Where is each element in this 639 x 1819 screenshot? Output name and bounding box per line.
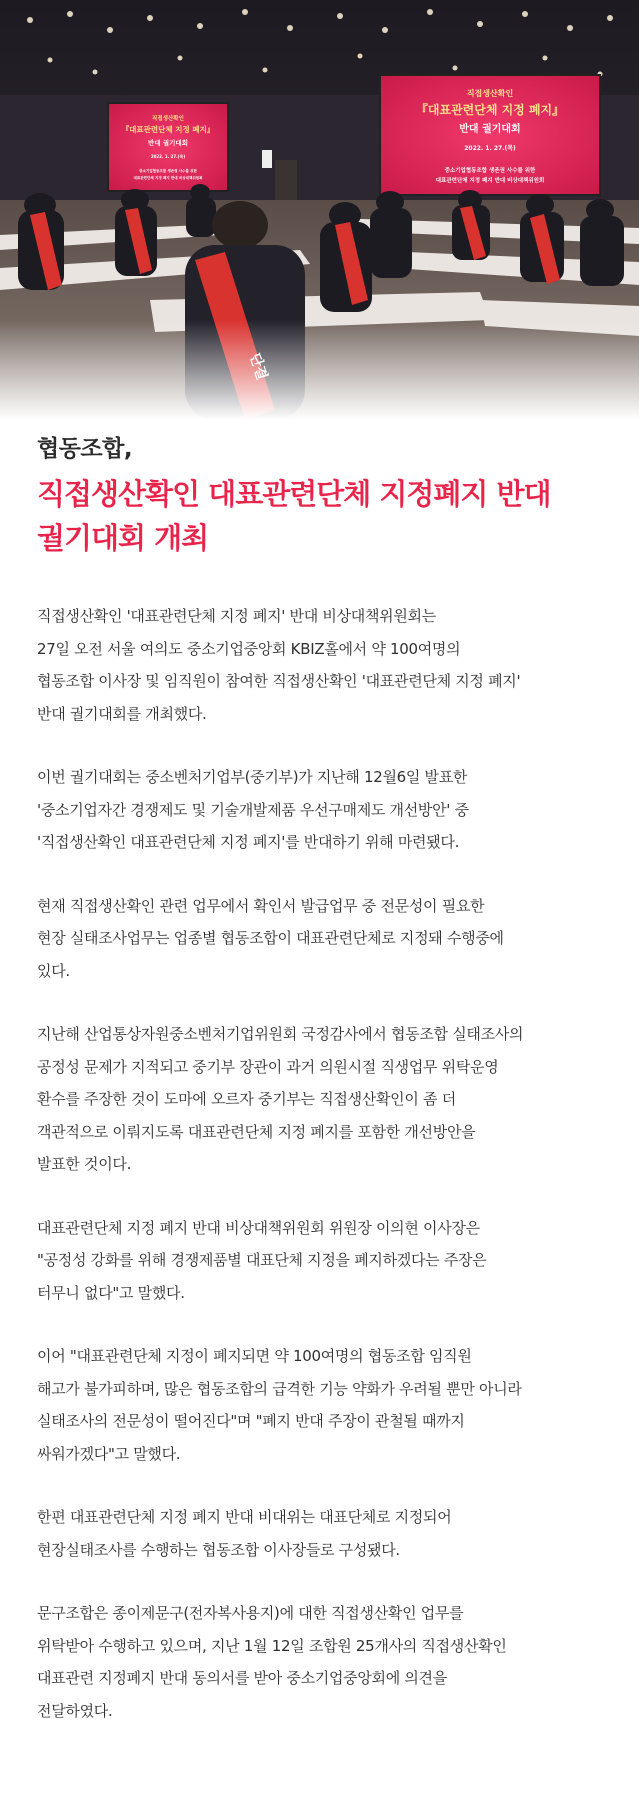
hero-screen-left-line3: 반대 궐기대회 (148, 139, 188, 147)
headline-title-line2: 궐기대회 개최 (37, 521, 209, 555)
hero-screen-left-footer2: 대표관련단체 지정 폐지 반대 비상대책위원회 (133, 176, 203, 180)
hero-screen-left (108, 103, 228, 191)
headline-kicker: 협동조합, (37, 436, 133, 462)
hero-screen-left-line1: 직접생산확인 (152, 116, 184, 122)
paragraph-5: 대표관련단체 지정 폐지 반대 비상대책위원회 위원장 이의현 이사장은 "공정성 강화를 위해 경쟁제품별 대표단체 지정을 폐지하겠다는 주장은 터무니 없다"고 말했다. (37, 1218, 487, 1302)
paragraph-8: 문구조합은 종이제문구(전자복사용지)에 대한 직접생산확인 업무를 위탁받아 수행하고 있으며, 지난 1월 12일 조합원 25개사의 직접생산확인 대표관련 지정폐지 반대 동의서를 받아 중소기업중앙회에 의견을 전달하였다. (37, 1604, 507, 1720)
paragraph-7: 한편 대표관련단체 지정 폐지 반대 비대위는 대표단체로 지정되어 현장실태조사를 수행하는 협동조합 이사장들로 구성됐다. (37, 1508, 452, 1559)
headline (37, 432, 617, 560)
hero-photo (0, 0, 639, 420)
hero-screen-right-line2: 『대표관련단체 지정 폐지』 (415, 103, 565, 117)
hero-screen-right-line3: 반대 궐기대회 (459, 124, 521, 135)
hero-screen-right-footer1: 중소기업협동조합 생존권 사수를 위한 (444, 168, 536, 174)
hero-screen-right-line1: 직접생산확인 (466, 89, 514, 98)
hero-screen-left-date: 2022. 1. 27.(목) (150, 154, 186, 159)
hero-screen-right-footer2: 대표관련단체 지정 폐지 반대 비상대책위원회 (435, 178, 545, 184)
paragraph-4: 지난해 산업통상자원중소벤처기업위원회 국정감사에서 협동조합 실태조사의 공정성 문제가 지적되고 중기부 장관이 과거 의원시절 직생업무 위탁운영 환수를 주장한 것이 도마에 오르자 중기부는 직접생산확인이 좀 더 객관적으로 이뤄지도록 대표관련단체 지정 폐지를 포함한 개선방안을 발표한 것이다. (37, 1025, 524, 1173)
hero-screen-right (380, 75, 600, 195)
hero-screen-left-footer1: 중소기업협동조합 생존권 사수를 위한 (139, 169, 197, 173)
headline-title-line1: 직접생산확인 대표관련단체 지정폐지 반대 (37, 477, 551, 511)
hero-screen-left-line2: 『대표관련단체 지정 폐지』 (121, 125, 215, 134)
paragraph-6: 이어 "대표관련단체 지정이 폐지되면 약 100여명의 협동조합 임직원 해고가 불가피하며, 많은 협동조합의 급격한 기능 약화가 우려될 뿐만 아니라 실태조사의 전문성이 떨어진다"며 "폐지 반대 주장이 관철될 때까지 싸워가겠다"고 말했다. (37, 1347, 522, 1463)
hero-screen-right-date: 2022. 1. 27.(목) (464, 145, 516, 152)
paragraph-2: 이번 궐기대회는 중소벤처기업부(중기부)가 지난해 12월6일 발표한 '중소기업자간 경쟁제도 및 기술개발제품 우선구매제도 개선방안' 중 '직접생산확인 대표관련단체 지정 폐지'를 반대하기 위해 마련됐다. (37, 768, 469, 851)
flag-icon (262, 150, 272, 168)
paragraph-1: 직접생산확인 '대표관련단체 지정 폐지' 반대 비상대책위원회는 27일 오전 서울 여의도 중소기업중앙회 KBIZ홀에서 약 100여명의 협동조합 이사장 및 임직원이 참여한 직접생산확인 '대표관련단체 지정 폐지' 반대 궐기대회를 개최했다. (37, 607, 521, 723)
article-body (37, 600, 627, 1758)
paragraph-3: 현재 직접생산확인 관련 업무에서 확인서 발급업무 중 전문성이 필요한 현장 실태조사업무는 업종별 협동조합이 대표관련단체로 지정돼 수행중에 있다. (37, 896, 504, 980)
headline-title (37, 472, 617, 560)
